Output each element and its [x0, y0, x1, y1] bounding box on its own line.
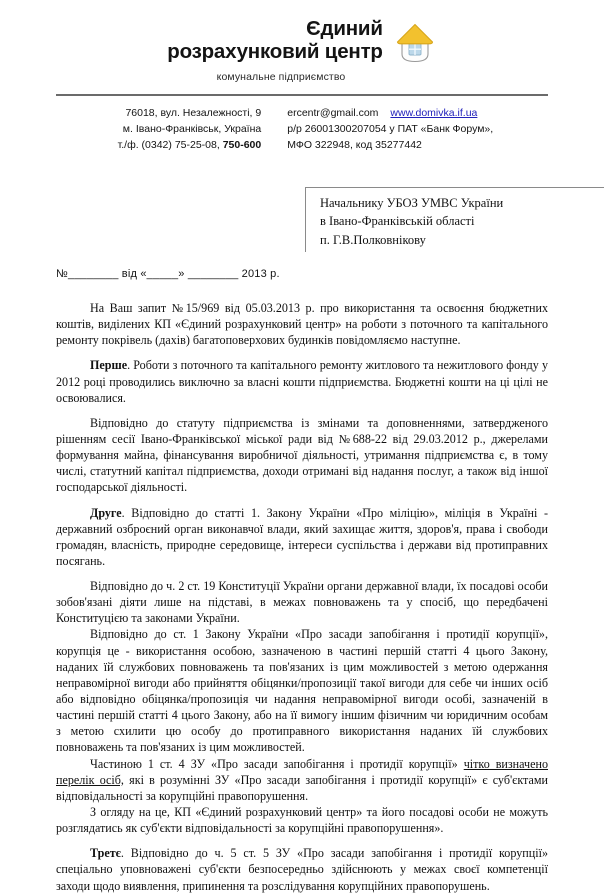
paragraph-korupcia-definition-text: Відповідно до ст. 1 Закону України «Про засади запобігання і протидії корупції», корупція це - використання особою, зазначеною в частині першій статті 4 цього Закону, наданих їй службових повноважень та пов'язаних із цим можливостей з метою одержання неправомірної вигоди або прийняття обіцянки/пропозиції такої вигоди для себе чи інших осіб або відповідно обіцянка/пропозиція чи надання неправомірної вигоди особі, зазначеній в частині першій статті 4 цього Закону, або на її вимогу іншим фізичним чи юридичним особам з метою схилити цю особу до протиправного використання наданих їй службових повноважень та пов'язаних із цим можливостей. — [56, 627, 548, 755]
registration-line: №________ від «_____» ________ 2013 р. — [56, 267, 280, 280]
mfo-line: МФО 322948, код 35277442 — [287, 139, 422, 152]
letterhead — [0, 0, 604, 96]
paragraph-trete-text: . Відповідно до ч. 5 ст. 5 ЗУ «Про засади запобігання і протидії корупції» спеціально уповноважені суб'єкти безпосередньо здійснюють у межах своєї компетенції заходи щодо виявлення, припинення та розслідування корупційних правопорушень. — [56, 846, 548, 893]
paragraph-chastyna-1-before: Частиною 1 ст. 4 ЗУ «Про засади запобігання і протидії корупції» — [90, 756, 464, 771]
addressee-line-2: в Івано-Франківській області — [320, 214, 475, 229]
brand-row — [56, 18, 548, 64]
contacts-block — [0, 96, 604, 154]
brand-line-1: Єдиний — [306, 17, 383, 40]
phone-label: т./ф. (0342) 75-25-08, — [117, 139, 223, 152]
brand-line-2: розрахунковий центр — [167, 39, 383, 63]
house-icon — [393, 21, 437, 65]
paragraph-chastyna-1 — [56, 756, 548, 804]
addressee-line-3: п. Г.В.Полковнікову — [320, 233, 426, 248]
paragraph-pershe-lead: Перше — [90, 358, 128, 373]
paragraph-zoglyadu-text: З огляду на це, КП «Єдиний розрахунковий центр» та його посадові особи не можуть розглядатись як суб'єкти відповідальності за корупційні правопорушення». — [56, 805, 548, 836]
paragraph-zoglyadu — [56, 804, 548, 836]
phone-line — [56, 137, 261, 153]
paragraph-chastyna-1-underlined: чітко визначено перелік осіб, — [56, 756, 549, 787]
paragraph-konstytucia — [56, 578, 548, 626]
address-line-2: м. Івано-Франківськ, Україна — [122, 123, 262, 136]
paragraph-trete-lead: Третє — [90, 846, 121, 861]
addressee-line-1: Начальнику УБОЗ УМВС України — [320, 195, 504, 210]
phone-number-bold: 750-600 — [222, 139, 262, 152]
paragraph-konstytucia-text: Відповідно до ч. 2 ст. 19 Конституції України органи державної влади, їх посадові особи зобов'язані діяти лише на підставі, в межах повноважень та у спосіб, що передбачені Конституцією та законами України. — [56, 579, 548, 626]
addressee-wrapper — [0, 187, 604, 252]
company-subtitle: комунальне підприємство — [216, 70, 346, 83]
paragraph-chastyna-1-after: які в розумінні ЗУ «Про засади запобігання і протидії корупції» є суб'єктами відповідальності за корупційні правопорушення. — [56, 772, 548, 803]
bank-account-line: р/р 26001300207054 у ПАТ «Банк Форум», — [287, 123, 494, 136]
letter-body — [0, 300, 604, 894]
paragraph-druge-text: . Відповідно до статті 1. Закону України «Про міліцію», міліція в Україні - державний озброєний орган виконавчої влади, який захищає життя, здоров'я, права і свободи громадян, власність, природне середовище, інтереси суспільства і держави від протиправних посягань. — [56, 505, 548, 568]
addressee-block — [305, 187, 604, 252]
paragraph-trete — [56, 845, 548, 893]
brand-title — [167, 18, 382, 64]
paragraph-pershe — [56, 357, 548, 405]
paragraph-druge — [56, 505, 548, 570]
website-link[interactable]: www.domivka.if.ua — [390, 106, 478, 119]
paragraph-druge-lead: Друге — [90, 505, 122, 520]
paragraph-statut-text: Відповідно до статуту підприємства із змінами та доповненнями, затвердженого рішенням сесії Івано-Франківської міської ради від №688-22 від 29.03.2012 р., джерелами формування майна, фінансування виробничої діяльності, утримання підприємства є, в тому числі, статутний капітал підприємства, доходи отримані від надання послуг, а також від іншої господарської діяльності. — [56, 415, 548, 495]
paragraph-korupcia-definition — [56, 626, 548, 755]
paragraph-pershe-text: . Роботи з поточного та капітального ремонту житлового та нежитлового фонду у 2012 році проводились виключно за власні кошти підприємства. Бюджетні кошти на ці цілі не освоювалися. — [56, 358, 548, 405]
contacts-bank — [287, 105, 548, 154]
email-address: ercentr@gmail.com — [287, 106, 379, 119]
email-and-site-line — [287, 105, 548, 121]
contacts-address — [56, 105, 287, 154]
address-line-1: 76018, вул. Незалежності, 9 — [125, 106, 262, 119]
paragraph-intro-text: На Ваш запит №15/969 від 05.03.2013 р. про використання та освоєння бюджетних коштів, виділених КП «Єдиний розрахунковий центр» на роботи з поточного та капітального ремонту покрівель (дахів) багатоповерхових будинків повідомляємо наступне. — [56, 300, 548, 348]
paragraph-statut — [56, 415, 548, 496]
paragraph-intro — [56, 300, 548, 348]
